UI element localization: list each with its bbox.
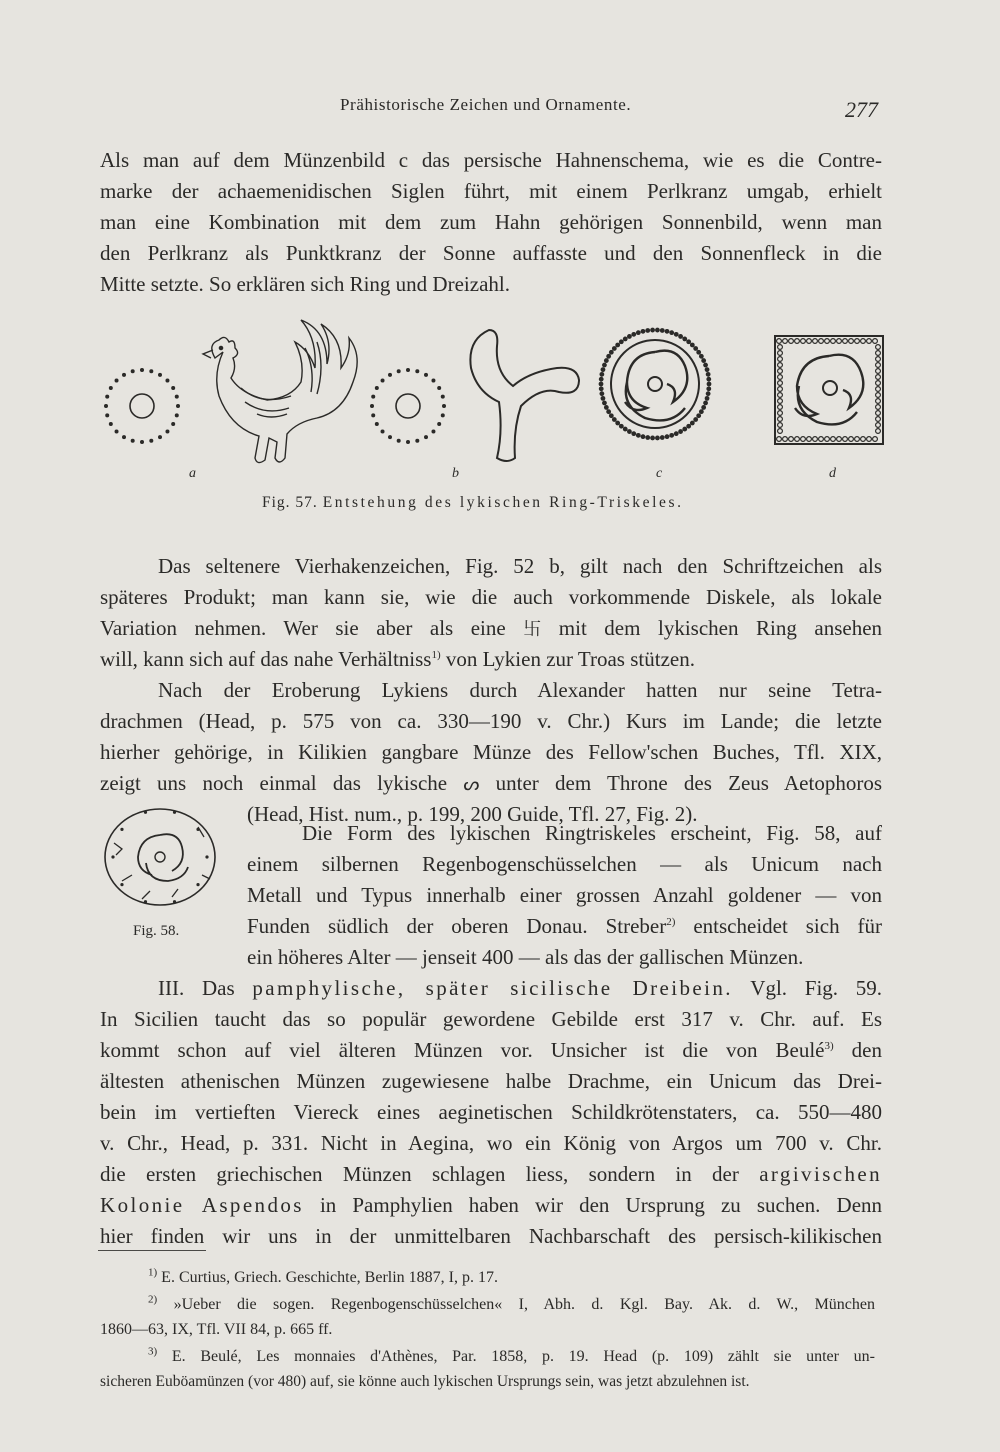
pearl-dot [777,437,782,442]
text-line: ältesten athenischen Münzen zugewiesene halbe Drachme, ein Unicum das Drei- [100,1069,882,1093]
pearl-dot [120,828,123,831]
pearl-dot [388,373,392,377]
pearl-dot [606,354,611,359]
pearl-dot [876,375,881,380]
pearl-dot [778,387,783,392]
pearl-dot [371,413,375,417]
pearl-dot [699,354,704,359]
pearl-dot [115,379,119,383]
pearl-dot [706,377,711,382]
pearl-dot [131,369,135,373]
pearl-dot [641,434,646,439]
page-number: 277 [845,97,878,122]
pearl-dot [619,339,624,344]
pearl-dot [837,437,842,442]
pearl-dot [424,373,428,377]
pearl-dot [615,421,620,426]
pearl-dot [669,330,674,335]
pearl-dot [778,405,783,410]
pearl-dot [813,339,818,344]
text-line: Metall und Typus innerhalb einer grossen Anzahl goldener — von [247,883,882,907]
pearl-dot [778,381,783,386]
pearl-dot [615,343,620,348]
pearl-dot [876,363,881,368]
pearl-dot [690,343,695,348]
pearl-dot [636,433,641,438]
pearl-dot [778,429,783,434]
figure-58-coin [102,805,222,915]
pearl-dot [397,439,401,443]
pearl-dot [415,369,419,373]
text-line: den Perlkranz als Punktkranz der Sonne auffasste und den Sonnenfleck in die [100,241,882,265]
pearl-dot [696,350,701,355]
pearl-dot [665,434,670,439]
pearl-dot [645,435,650,440]
pearl-dot [876,345,881,350]
text-line: will, kann sich auf das nahe Verhältniss$^{1)}$ von Lykien zur Troas stützen. [100,647,695,671]
pearl-dot [831,339,836,344]
pearl-dot [171,422,175,426]
pearl-dot [149,439,153,443]
pearl-dot [665,329,670,334]
pearl-dot [855,437,860,442]
pearl-dot [109,386,113,390]
pearl-dot [660,328,665,333]
pearl-dot [778,363,783,368]
pearl-dot [876,423,881,428]
text-line: In Sicilien taucht das so populär gewordene Gebilde erst 317 v. Chr. auf. Es [100,1007,882,1031]
pearl-dot [609,413,614,418]
pearl-dot [650,436,655,441]
pearl-dot [778,399,783,404]
pearl-dot [783,339,788,344]
pearl-dot [397,369,401,373]
pearl-dot [173,811,176,814]
pearl-dot [601,396,606,401]
pearl-dot [442,404,446,408]
pearl-dot [876,429,881,434]
pearl-dot [783,437,788,442]
pearl-dot [158,373,162,377]
text-line: zeigt uns noch einmal das lykische ᔕ unter dem Throne des Zeus Aetophoros [100,769,882,799]
pearl-dot [165,429,169,433]
figure-letter-c: c [656,466,663,481]
pearl-dot [375,386,379,390]
pearl-dot [612,346,617,351]
figure-letter-a: a [189,466,196,481]
pearl-dot [778,411,783,416]
pearl-dot [801,437,806,442]
pearl-dot [609,350,614,355]
pearl-dot [370,404,374,408]
text-line: einem silbernen Regenbogenschüsselchen — als Unicum nach [247,852,882,876]
text-line: kommt schon auf viel älteren Münzen vor. Unsicher ist die von Beulé$^{3)}$ den [100,1038,882,1062]
pearl-dot [876,411,881,416]
pearl-dot [686,339,691,344]
pearl-dot [599,382,604,387]
pearl-dot [606,409,611,414]
pearl-dot [843,437,848,442]
pearl-dot [682,427,687,432]
pearl-dot [707,382,712,387]
footnote-2: $^{2)}$ »Ueber die sogen. Regenbogenschüsselchen« I, Abh. d. Kgl. Bay. Ak. d. W., München [148,1293,876,1313]
pearl-dot [176,404,180,408]
pearl-dot [406,368,410,372]
pearl-dot [693,346,698,351]
pearl-dot [778,375,783,380]
pearl-dot [173,900,176,903]
pearl-dot [441,395,445,399]
figure-letter-d: d [829,466,836,481]
footnote-2-cont: 1860—63, IX, Tfl. VII 84, p. 665 ff. [100,1321,333,1338]
pearl-dot [441,413,445,417]
pearl-dot [693,417,698,422]
pearl-dot [655,328,660,333]
pearl-dot [140,368,144,372]
footnote-rule [98,1250,206,1251]
pearl-dot [807,339,812,344]
pearl-dot [690,421,695,426]
pearl-dot [131,439,135,443]
pearl-dot [599,372,604,377]
pearl-dot [111,855,114,858]
pearl-dot [703,363,708,368]
pearl-dot [674,332,679,337]
pearl-dot [778,417,783,422]
pearl-dot [431,429,435,433]
pearl-dot [825,437,830,442]
pearl-dot [778,357,783,362]
pearl-dot [849,339,854,344]
ring-triskeles-shape [470,330,579,461]
pearl-dot [636,330,641,335]
pearl-dot [601,367,606,372]
pearl-dot [876,387,881,392]
pearl-dot [861,339,866,344]
pearl-dot [876,405,881,410]
text-line: drachmen (Head, p. 575 von ca. 330—190 v. Chr.) Kurs im Lande; die letzte [100,709,882,733]
pearl-dot [175,395,179,399]
pearl-dot [819,437,824,442]
pearl-dot [175,413,179,417]
pearl-dot [867,339,872,344]
pearl-dot [196,883,199,886]
pearl-dot [437,386,441,390]
figure-letter-b: b [452,466,459,481]
pearl-dot [149,369,153,373]
pearl-dot [669,433,674,438]
pearl-dot [140,440,144,444]
dotted-ring-b [370,368,446,444]
pearl-dot [120,883,123,886]
text-line: ein höheres Alter — jenseit 400 — als das der gallischen Münzen. [247,945,804,969]
pearl-dot [602,363,607,368]
pearl-dot [789,437,794,442]
pearl-dot [109,422,113,426]
pearl-dot [144,900,147,903]
text-line: Nach der Eroberung Lykiens durch Alexander hatten nur seine Tetra- [158,678,882,702]
triskeles-glyph: ᔕ [463,774,480,795]
text-line: Kolonie Aspendos in Pamphylien haben wir den Ursprung zu suchen. Denn [100,1193,883,1217]
text-line: v. Chr., Head, p. 331. Nicht in Aegina, wo ein König von Argos um 700 v. Chr. [100,1131,882,1155]
pearl-dot [431,379,435,383]
pearl-dot [705,367,710,372]
pearl-dot [599,377,604,382]
pearl-dot [876,357,881,362]
pearl-dot [406,440,410,444]
pearl-dot [619,424,624,429]
pearl-dot [778,345,783,350]
pearl-dot [612,417,617,422]
pearl-dot [165,379,169,383]
pearl-dot [706,391,711,396]
text-line: Mitte setzte. So erklären sich Ring und Dreizahl. [100,272,510,296]
text-line: späteres Produkt; man kann sie, wie die auch vorkommende Diskele, als lokale [100,585,882,609]
text-line: man eine Kombination mit dem zum Hahn gehörigen Sonnenbild, wenn man [100,210,882,234]
text-line: marke der achaemenidischen Siglen führt, mit einem Perlkranz umgab, erhielt [100,179,882,203]
pearl-dot [144,811,147,814]
pearl-dot [371,395,375,399]
caption-text: Entstehung des lykischen Ring-Triskeles. [322,494,684,511]
pearl-dot [777,339,782,344]
pearl-dot [599,391,604,396]
swastika-glyph: 卐 [523,619,542,640]
pearl-dot [778,393,783,398]
text-line: Die Form des lykischen Ringtriskeles erscheint, Fig. 58, auf [302,821,882,845]
text-line: Funden südlich der oberen Donau. Streber$^{2)}$ entscheidet sich für [247,914,883,938]
pearl-dot [623,427,628,432]
footnote-1: $^{1)}$ E. Curtius, Griech. Geschichte, Berlin 1887, I, p. 17. [148,1266,498,1286]
text-line: hier finden wir uns in der unmittelbaren Nachbarschaft des persisch-kilikischen [100,1224,882,1248]
figure-57 [95,318,895,488]
pearl-dot [631,332,636,337]
pearl-dot [813,437,818,442]
pearl-dot [437,422,441,426]
pearl-dot [686,424,691,429]
pearl-dot [660,435,665,440]
text-line: Das seltenere Vierhakenzeichen, Fig. 52 b, gilt nach den Schriftzeichen als [158,554,882,578]
text-line: (Head, Hist. num., p. 199, 200 Guide, Tfl. 27, Fig. 2). [247,802,698,826]
pearl-dot [795,339,800,344]
pearl-dot [655,436,660,441]
pearl-dot [650,328,655,333]
pearl-dot [627,429,632,434]
footnote-3: $^{3)}$ E. Beulé, Les monnaies d'Athènes, Par. 1858, p. 19. Head (p. 109) zählt sie unter un- [148,1345,876,1365]
pearl-dot [825,339,830,344]
pearl-dot [876,351,881,356]
pearl-dot [627,334,632,339]
pearl-dot [873,339,878,344]
pearl-dot [602,401,607,406]
pearl-dot [599,386,604,391]
pearl-dot [674,431,679,436]
text-line: hierher gehörige, in Kilikien gangbare Münze des Fellow'schen Buches, Tfl. XIX, [100,740,882,764]
text-line: Variation nehmen. Wer sie aber als eine 卐 mit dem lykischen Ring ansehen [100,614,882,644]
pearl-dot [876,393,881,398]
pearl-dot [645,328,650,333]
pearl-dot [381,379,385,383]
beaded-square-triskeles-d [775,336,883,444]
pearl-dot [122,373,126,377]
pearl-dot [819,339,824,344]
pearl-dot [122,435,126,439]
pearl-dot [678,429,683,434]
dotted-ring-a [104,368,180,444]
pearl-dot [105,395,109,399]
pearl-dot [623,337,628,342]
pearl-dot [837,339,842,344]
pearl-dot [778,351,783,356]
pearl-dot [843,339,848,344]
pearl-dot [867,437,872,442]
pearl-dot [849,437,854,442]
pearl-dot [876,381,881,386]
pearl-dot [807,437,812,442]
pearl-dot [105,413,109,417]
pearl-dot [706,386,711,391]
pearl-dot [831,437,836,442]
pearl-dot [104,404,108,408]
pearl-dot [703,401,708,406]
pearl-dot [424,435,428,439]
text-line: die ersten griechischen Münzen schlagen liess, sondern in der argivischen [100,1162,883,1186]
caption-label: Fig. 57. [262,494,318,511]
pearl-dot [631,431,636,436]
pearl-dot [604,405,609,410]
pearl-dot [158,435,162,439]
pearl-dot [789,339,794,344]
pearl-dot [678,334,683,339]
pearl-dot [701,405,706,410]
pearl-dot [171,386,175,390]
pearl-dot [778,423,783,428]
pearl-dot [876,369,881,374]
running-title: Prähistorische Zeichen und Ornamente. [340,95,632,114]
pearl-dot [696,413,701,418]
pearl-dot [795,437,800,442]
beaded-ring-triskeles-c [599,328,712,441]
text-line: Als man auf dem Münzenbild c das persische Hahnenschema, wie es die Contre- [100,148,882,172]
pearl-dot [682,337,687,342]
pearl-dot [778,369,783,374]
pearl-dot [641,329,646,334]
pearl-dot [861,437,866,442]
pearl-dot [873,437,878,442]
pearl-dot [876,399,881,404]
pearl-dot [381,429,385,433]
text-line: bein im vertieften Viereck eines aeginetischen Schildkrötenstaters, ca. 550—480 [100,1100,882,1124]
pearl-dot [604,358,609,363]
pearl-dot [855,339,860,344]
pearl-dot [699,409,704,414]
text-line: III. Das pamphylische, später sicilische Dreibein. Vgl. Fig. 59. [158,976,883,1000]
pearl-dot [388,435,392,439]
rooster-drawing [203,320,357,463]
pearl-dot [705,396,710,401]
figure-57-caption [262,494,684,512]
pearl-dot [706,372,711,377]
pearl-dot [205,855,208,858]
footnote-3-cont: sicheren Euböamünzen (vor 480) auf, sie könne auch lykischen Ursprungs sein, was jetzt abzulehnen ist. [100,1373,750,1390]
pearl-dot [801,339,806,344]
pearl-dot [876,417,881,422]
pearl-dot [115,429,119,433]
pearl-dot [415,439,419,443]
pearl-dot [375,422,379,426]
pearl-dot [701,358,706,363]
figure-58-label: Fig. 58. [133,923,180,939]
